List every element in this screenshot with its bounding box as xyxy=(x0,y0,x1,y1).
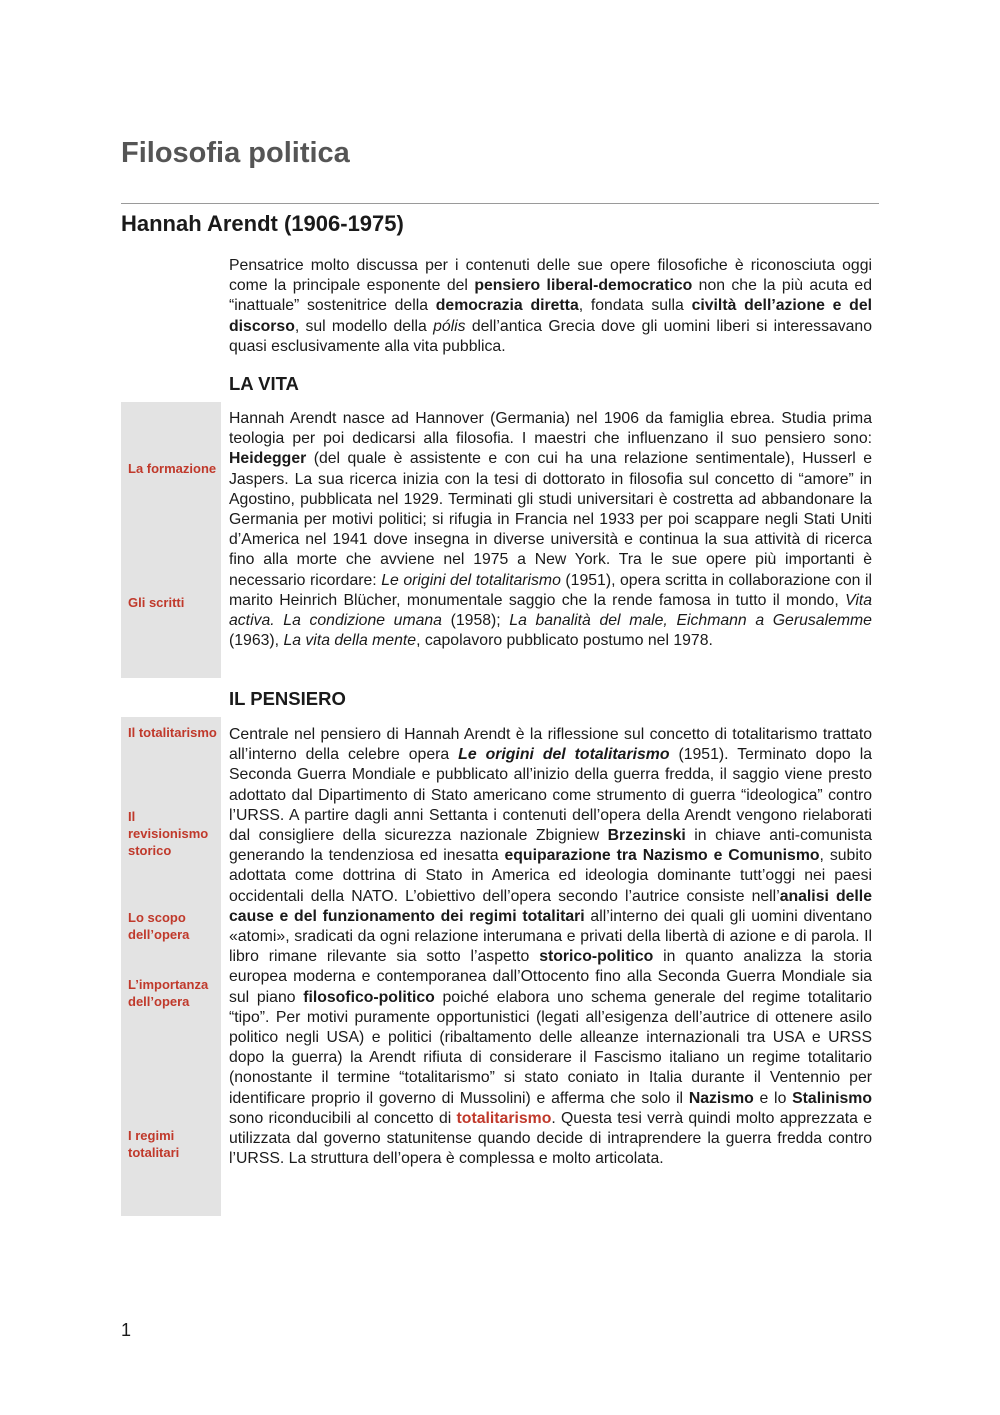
sidebar-note-totalitarismo: Il totalitarismo xyxy=(128,725,217,740)
page-title: Filosofia politica xyxy=(121,137,350,169)
sidebar-note-revisionismo: Il revisionismo storico xyxy=(128,809,209,858)
sidebar-note-formazione: La formazione xyxy=(128,461,217,476)
intro-paragraph: Pensatrice molto discussa per i contenuti delle sue opere filosofiche è riconosciuta oggi come la principale esponente del pensiero liberal-democratico non che la più acuta ed “inattuale” sostenitrice della democrazia diretta, fondata sulla civiltà dell’azione e del discorso, sul modello della pólis dell’antica Grecia dove gli uomini liberi si interessavano quasi esclusivamente alla vita pubblica. xyxy=(229,257,873,355)
sidebar-note-scopo: Lo scopo dell’opera xyxy=(128,910,190,942)
sidebar-note-regimi: I regimi totalitari xyxy=(128,1128,180,1160)
sidebar-note-importanza: L’importanza dell’opera xyxy=(128,977,209,1009)
author-heading: Hannah Arendt (1906-1975) xyxy=(121,211,404,236)
sidebar-note-scritti: Gli scritti xyxy=(128,595,185,610)
section-heading-vita: LA VITA xyxy=(229,373,299,394)
page-number: 1 xyxy=(121,1320,132,1340)
sidebar-vita xyxy=(121,402,221,678)
title-divider xyxy=(121,203,879,204)
sidebar-pensiero xyxy=(121,717,221,1216)
vita-paragraph: Hannah Arendt nasce ad Hannover (Germania) nel 1906 da famiglia ebrea. Studia prima teologia per poi dedicarsi alla filosofia. I maestri che influenzano il suo pensiero sono: Heidegger (del quale è assistente e con cui ha una relazione sentimentale), Husserl e Jaspers. La sua ricerca inizia con la tesi di dottorato in filosofia sul concetto di “amore” in Agostino, pubblicata nel 1929. Terminati gli studi universitari è costretta ad abbandonare la Germania per motivi politici; si rifugia in Francia nel 1933 per poi scappare negli Stati Uniti d’America nel 1941 dove insegna in diverse università e continua la sua attività di ricerca fino alla morte che avviene nel 1975 a New York. Tra le sue opere più importanti è necessario ricordare: Le origini del totalitarismo (1951), opera scritta in collaborazione con il marito Heinrich Blücher, monumentale saggio che la rende famosa in tutto il mondo, Vita activa. La condizione umana (1958); La banalità del male, Eichmann a Gerusalemme (1963), La vita della mente, capolavoro pubblicato postumo nel 1978. xyxy=(229,410,872,650)
section-heading-pensiero: IL PENSIERO xyxy=(229,688,346,709)
pensiero-paragraph: Centrale nel pensiero di Hannah Arendt è la riflessione sul concetto di totalitarismo trattato all’interno della celebre opera Le origini del totalitarismo (1951). Terminato dopo la Seconda Guerra Mondiale e pubblicato all’inizio della guerra fredda, il saggio viene presto adottato dal Dipartimento di Stato americano come strumento di guerra “ideologica” contro l’URSS. A partire dagli anni Settanta i contenuti dell’opera della Arendt vengono rielaborati dal consigliere della sicurezza nazionale Zbigniew Brzezinski in chiave anti-comunista generando la tendenziosa ed inesatta equiparazione tra Nazismo e Comunismo, subito adottata come dottrina di Stato in America ed ideologia dominante tutt’oggi nei paesi occidentali della NATO. L’obiettivo dell’opera secondo l’autrice consiste nell’analisi delle cause e del funzionamento dei regimi totalitari all’interno dei quali gli uomini diventano «atomi», sradicati da ogni relazione interumana e privati della libertà di azione e di parola. Il libro rimane rilevante sia sotto l’aspetto storico-politico in quanto analizza la storia europea moderna e contemporanea dall’Ottocento fino alla Seconda Guerra Mondiale sia sul piano filosofico-politico poiché elabora uno schema generale del regime totalitario “tipo”. Per motivi puramente opportunistici (legati all’esigenza dell’autrice di ottenere asilo politico negli USA) e politici (ribaltamento delle alleanze internazionali tra USA e URSS dopo la guerra) la Arendt rifiuta di considerare il Fascismo italiano un regime totalitario (nonostante il termine “totalitarismo” si stato coniato in Italia durante il Ventennio per identificare proprio il governo di Mussolini) e afferma che solo il Nazismo e lo Stalinismo sono riconducibili al concetto di totalitarismo. Questa tesi verrà quindi molto apprezzata e utilizzata dal governo statunitense quando decide di intraprendere la guerra fredda contro l’URSS. La struttura dell’opera è complessa e molto articolata. xyxy=(229,726,873,1168)
